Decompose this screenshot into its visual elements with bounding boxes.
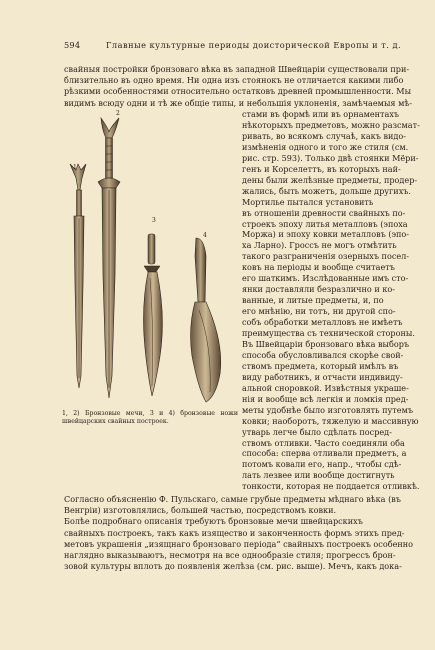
- text-line: янки доставляли безразлично и ко-: [242, 284, 395, 295]
- text-line: ривать, во всякомъ случаѣ, какъ видо-: [242, 130, 406, 141]
- text-line: свайныя постройки бронзоваго вѣка въ западной Швейцаріи существовали при-: [64, 64, 410, 74]
- text-line: преимущества съ технической стороны.: [242, 328, 415, 338]
- text-line: ковъ на періоды и вообще считаетъ: [242, 262, 395, 273]
- text-line: способа: сперва отливали предметъ, а: [242, 448, 407, 459]
- text-line: нѣкоторыхъ предметовъ, можно разсмат-: [242, 119, 420, 130]
- text-line: виду работникъ, и отчасти индивиду-: [242, 371, 403, 382]
- text-line: Моржа) и эпоху ковки металловъ (эпо-: [242, 229, 410, 240]
- text-line: ха Ларно). Гроссъ не могъ отмѣтить: [242, 240, 397, 251]
- sword-2: [98, 118, 120, 398]
- text-line: Согласно объясненію Ф. Пульскаго, самые грубые предметы мѣднаго вѣка (въ: [64, 494, 401, 504]
- text-line: генъ и Корселеттъ, въ которыхъ най-: [242, 163, 401, 174]
- text-line: ковки; наоборотъ, тяжелую и массивную: [242, 415, 419, 426]
- page-header: [64, 40, 406, 52]
- text-line: Въ Швейцаріи бронзоваго вѣка выборъ: [242, 338, 410, 349]
- text-line: тонкости, которая не поддается отливкѣ.: [242, 481, 420, 492]
- knife-4: [191, 238, 221, 402]
- text-line: ствомъ предмета, который имѣлъ въ: [242, 360, 399, 371]
- text-line: ствомъ отливки. Часто соединяли оба: [242, 437, 405, 448]
- text-line: зовой культуры вплоть до появленія желѣза (см. рис. выше). Мечъ, какъ дока-: [64, 561, 402, 572]
- text-line: нія и вообще всѣ легкія и ломкія пред-: [242, 393, 409, 404]
- text-line: близительно въ одно время. Ни одна изъ стоянокъ не отличается какими либо: [64, 75, 404, 86]
- figure-number-3: 3: [152, 217, 156, 224]
- text-line: рис. стр. 593). Только двѣ стоянки Мёри-: [242, 152, 419, 163]
- text-line: такого разграниченія озерныхъ посел-: [242, 251, 410, 262]
- text-line: въ отношеніи древности свайныхъ по-: [242, 207, 406, 218]
- knife-3: [144, 234, 163, 396]
- text-line: рѣзкими особенностями относительно остатковъ древней промышленности. Мы: [64, 86, 412, 97]
- text-line: дены были желѣзные предметы, продер-: [242, 174, 418, 185]
- text-line: его шаткимъ. Изслѣдованные имъ сто-: [242, 273, 409, 284]
- text-line: строекъ эпоху литья металловъ (эпоха: [242, 218, 408, 229]
- text-line: ванные, и литые предметы, и, по: [242, 295, 384, 306]
- text-line: лать лезвее или вообще достигнуть: [242, 470, 395, 481]
- text-line: его мнѣнію, ни тотъ, ни другой спо-: [242, 306, 396, 317]
- text-line: стами въ формѣ или въ орнаментахъ: [242, 109, 400, 119]
- figure-number-1: 1: [73, 164, 77, 171]
- bronze-swords-knives-illustration: [64, 106, 236, 406]
- text-line: метовъ украшенія „изящнаго бронзоваго періода“ свайныхъ построекъ особенно: [64, 538, 414, 549]
- text-line: свайныхъ построекъ, такъ какъ изящество и законченность формъ этихъ пред-: [64, 527, 405, 538]
- text-line: утварь легче было сдѣлать посред-: [242, 426, 392, 437]
- text-line: Болѣе подробнаго описанія требуютъ бронзовые мечи швейцарскихъ: [64, 516, 363, 527]
- text-line: меты удобнѣе было изготовлять путемъ: [242, 404, 414, 415]
- text-line: потомъ ковали его, напр., чтобы сдѣ-: [242, 459, 402, 470]
- figure-number-4: 4: [203, 232, 207, 239]
- text-line: Мортилье пытался установить: [242, 196, 374, 207]
- text-line: Венгріи) изготовлялись, большей частью, посредствомъ ковки.: [64, 505, 337, 516]
- page-number: 594: [64, 40, 81, 50]
- text-line: измѣненія одного и того же стиля (см.: [242, 141, 409, 152]
- text-line: альной сноровкой. Извѣстныя украше-: [242, 382, 409, 393]
- text-line: жались, быть можетъ, дольше другихъ.: [242, 185, 411, 196]
- figure-number-2: 2: [116, 110, 120, 117]
- text-line: способа обусловливался скорѣе свой-: [242, 349, 404, 360]
- figure-caption: 1, 2) Бронзовые мечи, 3 и 4) бронзовые ножи швейцарских свайных построек.: [62, 410, 238, 426]
- text-line: видимъ всюду одни и тѣ же общіе типы, и небольшія уклоненія, замѣчаемыя мѣ-: [64, 97, 413, 108]
- text-line: собъ обработки металловъ не имѣетъ: [242, 317, 403, 328]
- text-line: наглядно выказываютъ, несмотря на все однообразіе стиля; прогрессъ брон-: [64, 550, 396, 560]
- sword-1: [70, 164, 86, 388]
- running-title: Главные культурные периоды доисторической Европы и т. д.: [106, 40, 402, 50]
